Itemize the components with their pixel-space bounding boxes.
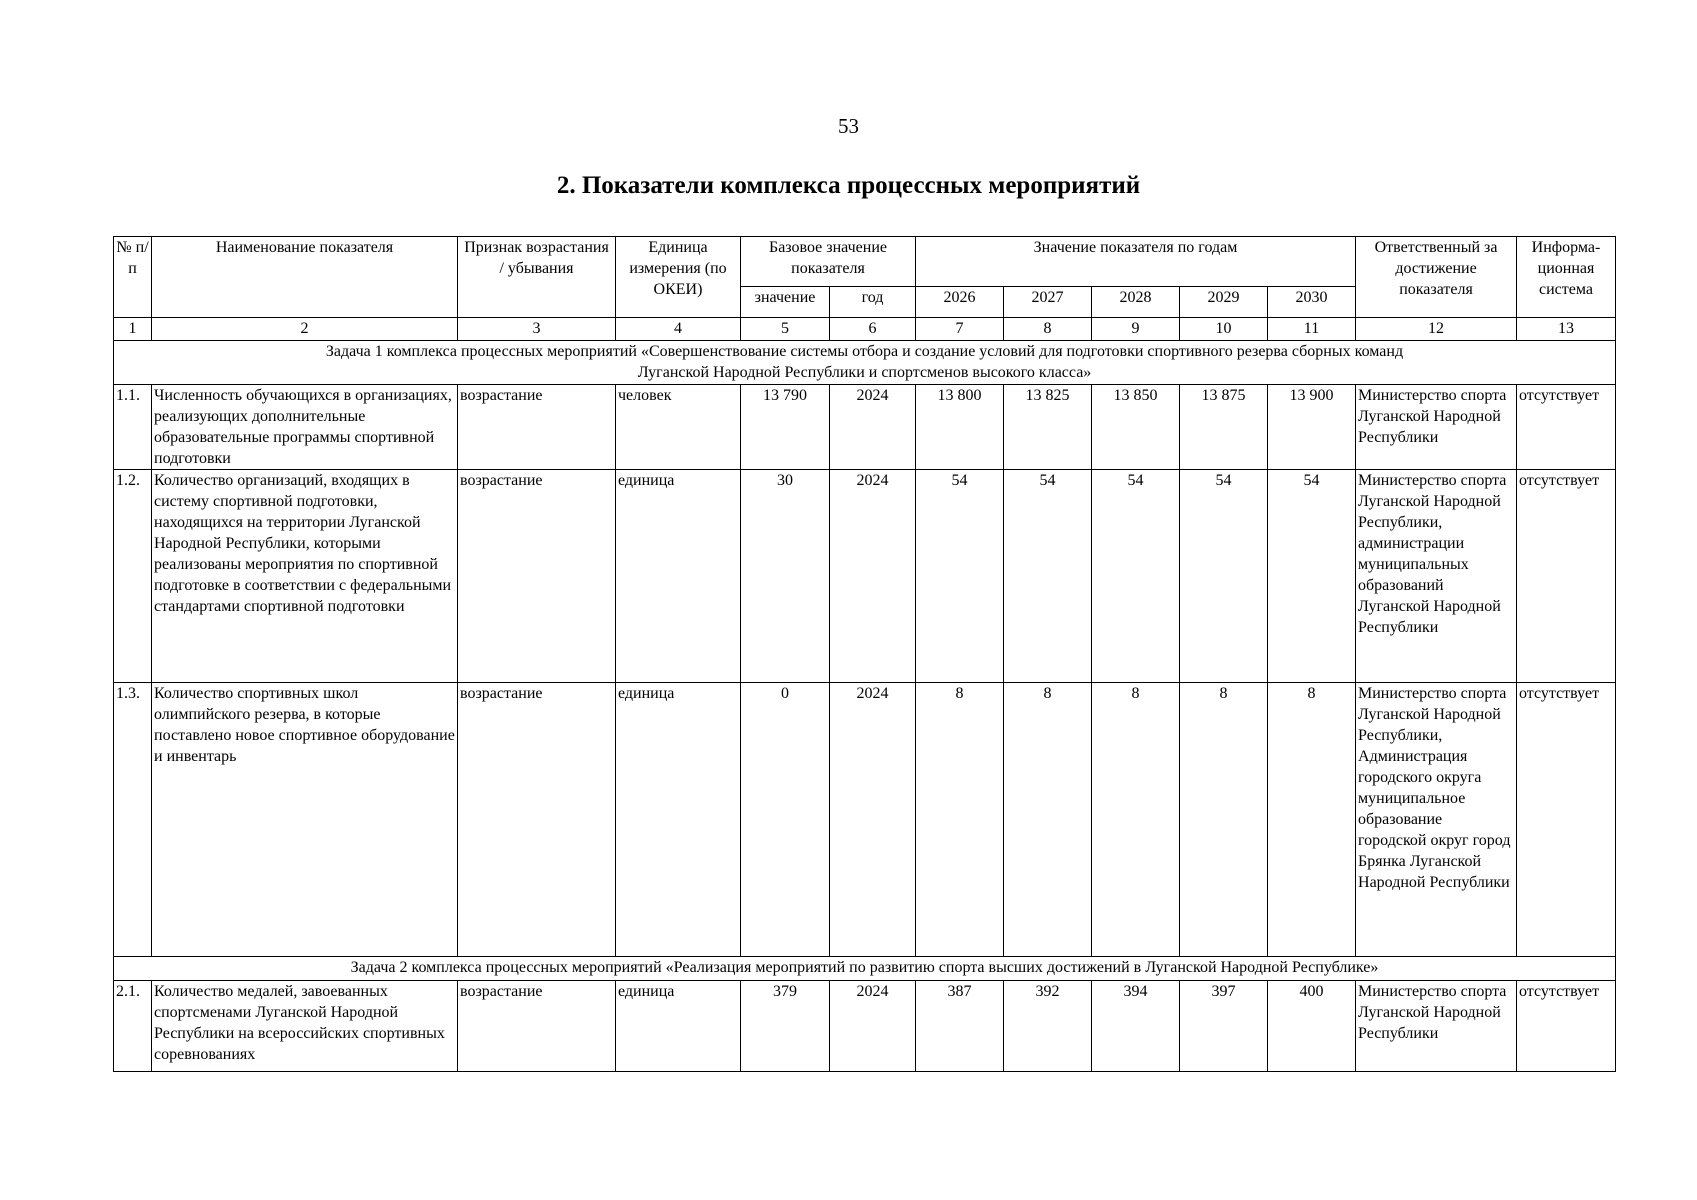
year-value: 13 800 [916,385,1004,470]
year-value: 8 [916,683,1004,957]
year-value: 13 875 [1180,385,1268,470]
header-responsible: Ответственный за достижение показателя [1356,237,1517,318]
year-value: 54 [1092,470,1180,683]
task-row [114,341,1616,385]
year-value: 387 [916,981,1004,1072]
indicator-unit: единица [616,683,741,957]
row-num: 1.3. [114,683,152,957]
column-number: 8 [1004,318,1092,341]
header-base-year: год [830,287,916,318]
header-year: 2028 [1092,287,1180,318]
year-value: 8 [1180,683,1268,957]
year-value: 54 [1004,470,1092,683]
page-title: 2. Показатели комплекса процессных мероприятий [556,172,1141,199]
year-value: 8 [1092,683,1180,957]
indicator-name: Численность обучающихся в организациях, реализующих дополнительные образовательные программы спортивной подготовки [152,385,458,470]
base-value: 379 [741,981,830,1072]
column-number: 4 [616,318,741,341]
responsible: Министерство спорта Луганской Народной Республики [1356,981,1517,1072]
indicator-name: Количество медалей, завоеванных спортсменами Луганской Народной Республики на всероссийских спортивных соревнованиях [152,981,458,1072]
row-num: 2.1. [114,981,152,1072]
column-number: 6 [830,318,916,341]
header-year: 2026 [916,287,1004,318]
base-value: 0 [741,683,830,957]
column-number: 7 [916,318,1004,341]
column-number: 5 [741,318,830,341]
responsible: Министерство спорта Луганской Народной Республики, администрации муниципальных образований Луганской Народной Республики [1356,470,1517,683]
info-system: отсутствует [1517,981,1616,1072]
task-title: Задача 2 комплекса процессных мероприятий «Реализация мероприятий по развитию спорта высших достижений в Луганской Народной Республике» [114,957,1616,981]
page-number: 53 [838,114,859,138]
column-number: 2 [152,318,458,341]
responsible: Министерство спорта Луганской Народной Республики, Администрация городского округа муниципальное образование городской округ город Брянка Луганской Народной Республики [1356,683,1517,957]
base-year: 2024 [830,385,916,470]
indicator-name: Количество спортивных школ олимпийского резерва, в которые поставлено новое спортивное оборудование и инвентарь [152,683,458,957]
year-value: 13 825 [1004,385,1092,470]
indicator-unit: единица [616,981,741,1072]
indicator-name: Количество организаций, входящих в систему спортивной подготовки, находящихся на территории Луганской Народной Республики, которыми реализованы мероприятия по спортивной подготовке в соответствии с федеральными стандартами спортивной подготовки [152,470,458,683]
header-name: Наименование показателя [152,237,458,318]
column-number: 9 [1092,318,1180,341]
year-value: 54 [1180,470,1268,683]
year-value: 8 [1004,683,1092,957]
table-row [114,683,1616,957]
header-by-years: Значение показателя по годам [916,237,1356,287]
header-num: № п/п [114,237,152,318]
indicator-unit: человек [616,385,741,470]
indicator-sign: возрастание [458,683,616,957]
base-year: 2024 [830,470,916,683]
header-sign: Признак возрастания / убывания [458,237,616,318]
header-year: 2030 [1268,287,1356,318]
year-value: 54 [1268,470,1356,683]
info-system: отсутствует [1517,470,1616,683]
info-system: отсутствует [1517,683,1616,957]
base-value: 30 [741,470,830,683]
base-year: 2024 [830,683,916,957]
column-numbers-row [114,318,1616,341]
table-row [114,385,1616,470]
column-number: 11 [1268,318,1356,341]
year-value: 13 900 [1268,385,1356,470]
column-number: 10 [1180,318,1268,341]
header-base-value: значение [741,287,830,318]
responsible: Министерство спорта Луганской Народной Республики [1356,385,1517,470]
header-year: 2027 [1004,287,1092,318]
year-value: 394 [1092,981,1180,1072]
indicator-sign: возрастание [458,981,616,1072]
task-row [114,957,1616,981]
header-base: Базовое значение показателя [741,237,916,287]
header-year: 2029 [1180,287,1268,318]
year-value: 8 [1268,683,1356,957]
info-system: отсутствует [1517,385,1616,470]
column-number: 3 [458,318,616,341]
header-info-system: Информа-ционная система [1517,237,1616,318]
year-value: 13 850 [1092,385,1180,470]
row-num: 1.2. [114,470,152,683]
task-title: Задача 1 комплекса процессных мероприятий «Совершенствование системы отбора и создание условий для подготовки спортивного резерва сборных команд Луганской Народной Республики и спортсменов высокого класса» [114,341,1616,385]
column-number: 13 [1517,318,1616,341]
header-row-1 [114,237,1616,287]
year-value: 54 [916,470,1004,683]
indicator-unit: единица [616,470,741,683]
indicators-table [113,236,1616,1072]
table-row [114,470,1616,683]
header-unit: Единица измерения (по ОКЕИ) [616,237,741,318]
year-value: 400 [1268,981,1356,1072]
indicator-sign: возрастание [458,470,616,683]
year-value: 397 [1180,981,1268,1072]
indicator-sign: возрастание [458,385,616,470]
base-year: 2024 [830,981,916,1072]
base-value: 13 790 [741,385,830,470]
column-number: 1 [114,318,152,341]
column-number: 12 [1356,318,1517,341]
year-value: 392 [1004,981,1092,1072]
table-row [114,981,1616,1072]
row-num: 1.1. [114,385,152,470]
